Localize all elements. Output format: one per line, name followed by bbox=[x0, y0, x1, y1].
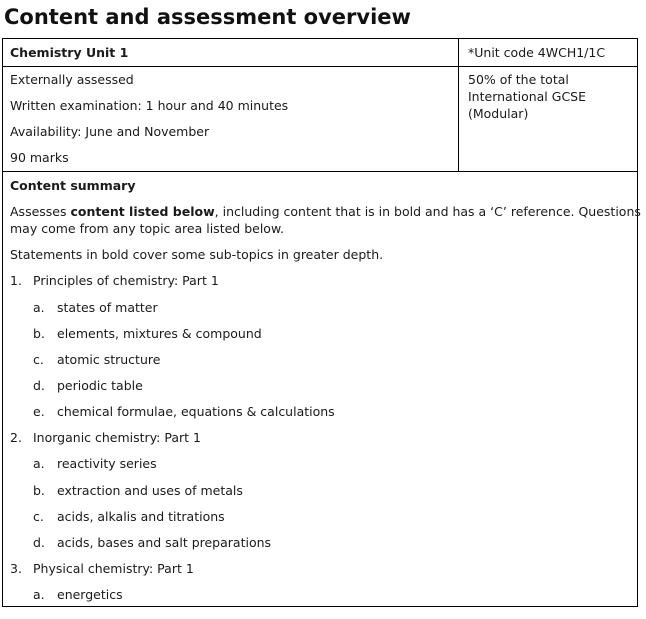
table-header-row bbox=[3, 39, 637, 67]
content-summary-heading: Content summary bbox=[10, 178, 136, 193]
assessment-type: Externally assessed bbox=[10, 72, 134, 87]
availability: Availability: June and November bbox=[10, 124, 210, 139]
intro-bold: content listed below bbox=[70, 204, 215, 219]
subtopic-letter: c. bbox=[33, 509, 44, 524]
subtopic-item: energetics bbox=[57, 587, 123, 602]
weighting-percent: 50% of the total bbox=[468, 72, 569, 87]
assessment-details-cell bbox=[3, 66, 458, 171]
subtopic-letter: d. bbox=[33, 535, 45, 550]
topic-title: Inorganic chemistry: Part 1 bbox=[33, 430, 201, 445]
weighting-modular: (Modular) bbox=[468, 106, 529, 121]
summary-intro-line-2: may come from any topic area listed below. bbox=[10, 221, 284, 236]
subtopic-item: elements, mixtures & compound bbox=[57, 326, 262, 341]
topic-number: 1. bbox=[10, 273, 22, 288]
topic-title: Principles of chemistry: Part 1 bbox=[33, 273, 219, 288]
subtopic-letter: d. bbox=[33, 378, 45, 393]
assessment-info-row bbox=[3, 66, 637, 172]
unit-name-cell bbox=[3, 39, 458, 66]
subtopic-letter: a. bbox=[33, 587, 45, 602]
assessment-table bbox=[2, 38, 641, 607]
subtopic-letter: b. bbox=[33, 326, 45, 341]
subtopic-letter: a. bbox=[33, 456, 45, 471]
weighting-qualification: International GCSE bbox=[468, 89, 586, 104]
subtopic-letter: b. bbox=[33, 483, 45, 498]
subtopic-item: atomic structure bbox=[57, 352, 161, 367]
summary-intro-line-1 bbox=[10, 203, 641, 220]
subtopic-item: periodic table bbox=[57, 378, 143, 393]
total-marks: 90 marks bbox=[10, 150, 69, 165]
exam-duration: Written examination: 1 hour and 40 minutes bbox=[10, 98, 289, 113]
subtopic-item: acids, bases and salt preparations bbox=[57, 535, 272, 550]
topic-number: 2. bbox=[10, 430, 22, 445]
topic-number: 3. bbox=[10, 561, 22, 576]
subtopic-item: states of matter bbox=[57, 300, 158, 315]
unit-name: Chemistry Unit 1 bbox=[10, 45, 129, 60]
topic-title: Physical chemistry: Part 1 bbox=[33, 561, 194, 576]
subtopic-letter: e. bbox=[33, 404, 45, 419]
subtopic-item: acids, alkalis and titrations bbox=[57, 509, 225, 524]
unit-code: *Unit code 4WCH1/1C bbox=[468, 45, 606, 60]
subtopic-item: reactivity series bbox=[57, 456, 157, 471]
subtopic-item: extraction and uses of metals bbox=[57, 483, 243, 498]
summary-note: Statements in bold cover some sub-topics in greater depth. bbox=[10, 247, 384, 262]
subtopic-item: chemical formulae, equations & calculations bbox=[57, 404, 335, 419]
weighting-cell bbox=[458, 66, 637, 171]
intro-prefix: Assesses bbox=[10, 204, 71, 219]
page-title: Content and assessment overview bbox=[4, 5, 411, 29]
unit-code-cell bbox=[458, 39, 637, 66]
subtopic-letter: c. bbox=[33, 352, 44, 367]
subtopic-letter: a. bbox=[33, 300, 45, 315]
intro-suffix: , including content that is in bold and has a ‘C’ reference. Questions bbox=[214, 204, 641, 219]
